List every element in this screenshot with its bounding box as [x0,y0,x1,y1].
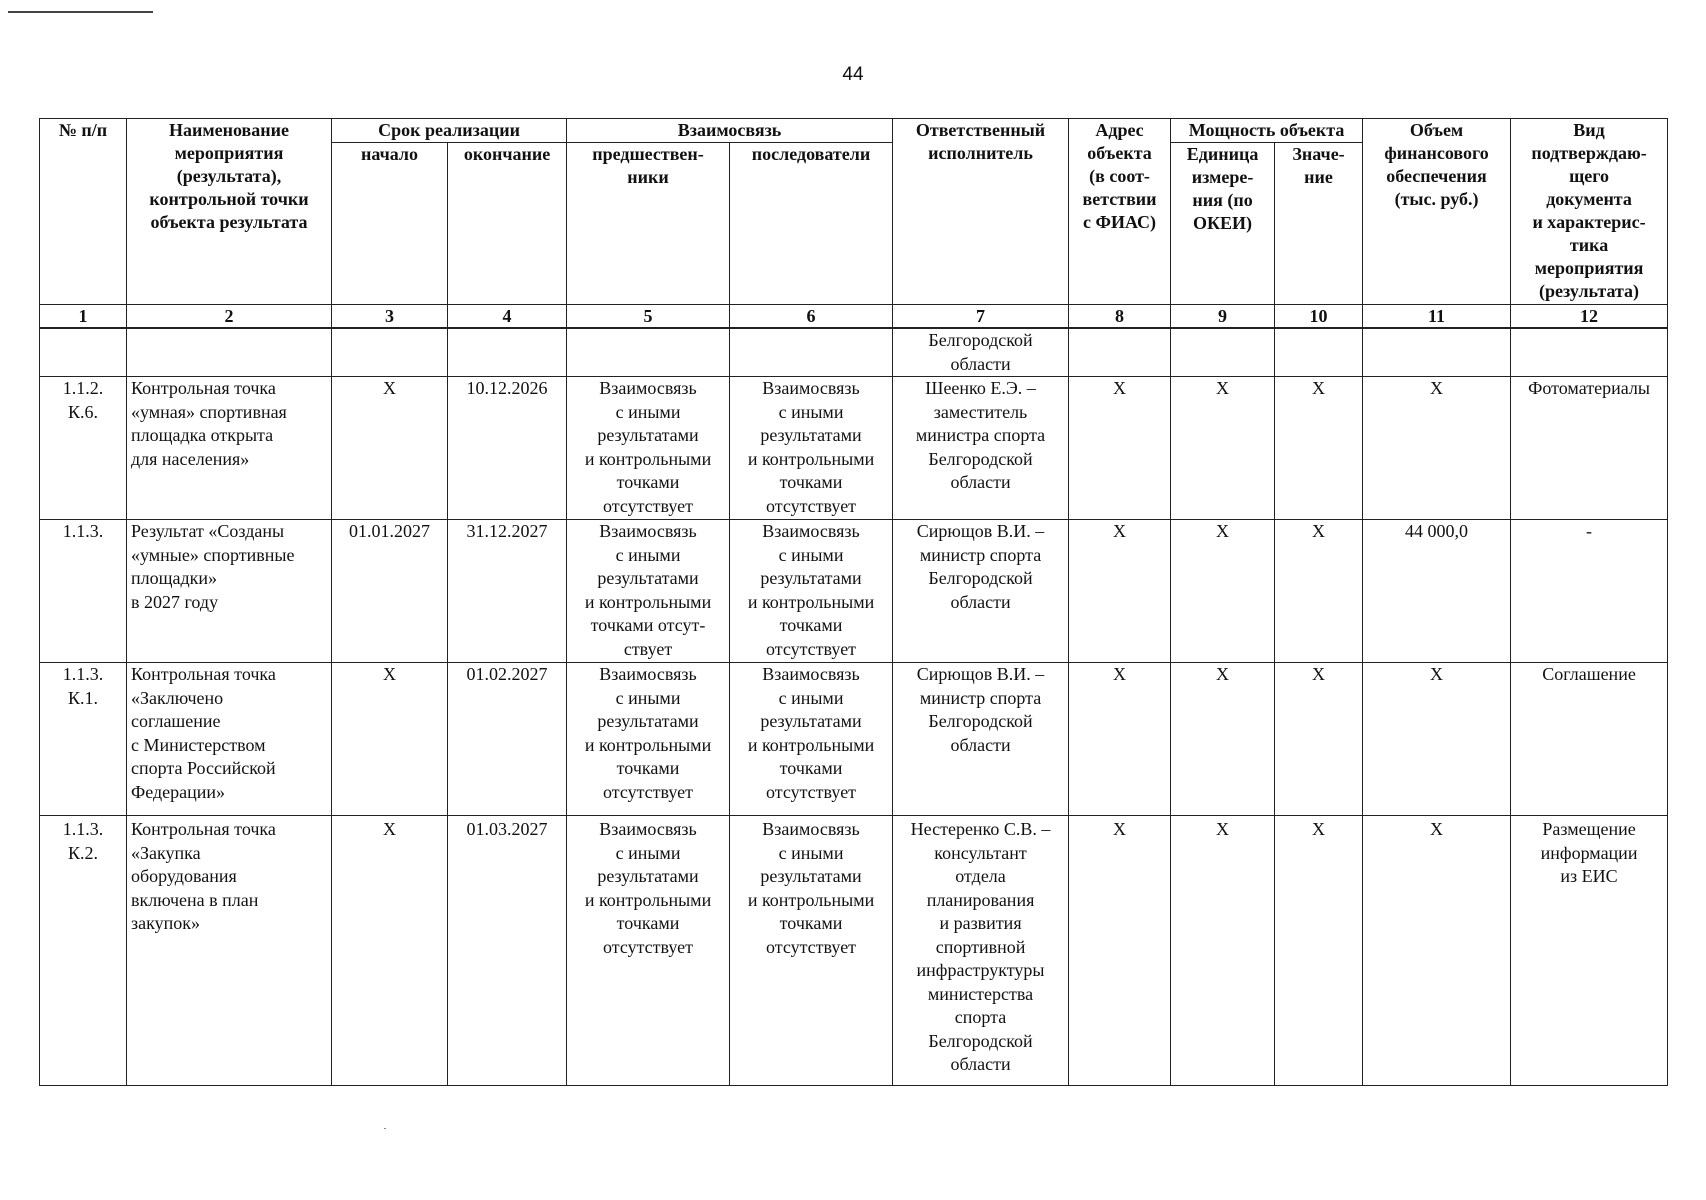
table-row [40,520,1668,663]
table-row [40,816,1668,1086]
cell-value: X [1275,816,1363,1086]
column-number: 4 [448,305,567,329]
top-rule [8,11,153,13]
cell-document: - [1511,520,1668,663]
cell-successors: Взаимосвязь с иными результатами и контрольными точками отсутствует [730,663,893,816]
cell-end: 10.12.2026 [448,377,567,520]
cell-num: 1.1.3. К.2. [40,816,127,1086]
header-address: Адрес объекта (в соот- ветствии с ФИАС) [1069,119,1171,305]
cell-successors: Взаимосвязь с иными результатами и контрольными точками отсутствует [730,816,893,1086]
column-number: 1 [40,305,127,329]
table-row [40,663,1668,816]
header-value: Значе- ние [1275,143,1363,305]
cell-predecessors: Взаимосвязь с иными результатами и контрольными точками отсутствует [567,377,730,520]
cell-end: 01.02.2027 [448,663,567,816]
page-number: 44 [842,64,864,85]
cell-responsible: Нестеренко С.В. – консультант отдела планирования и развития спортивной инфраструктуры министерства спорта Белгородской области [893,816,1069,1086]
cell-name: Контрольная точка «Закупка оборудования включена в план закупок» [127,816,332,1086]
header-responsible: Ответственный исполнитель [893,119,1069,305]
column-number: 10 [1275,305,1363,329]
header-group-term: Срок реализации [332,119,567,143]
cell-address: X [1069,520,1171,663]
cell-successors: Взаимосвязь с иными результатами и контрольными точками отсутствует [730,377,893,520]
column-number: 3 [332,305,448,329]
cell-address: X [1069,377,1171,520]
cell-document: Соглашение [1511,663,1668,816]
header-end: окончание [448,143,567,305]
cell-document: Фотоматериалы [1511,377,1668,520]
scan-speck [384,1128,386,1129]
cell-num: 1.1.3. К.1. [40,663,127,816]
column-number: 11 [1363,305,1511,329]
cell-unit: X [1171,520,1275,663]
plan-table [39,118,1668,1086]
cell-num: 1.1.2. К.6. [40,377,127,520]
header-group-relation: Взаимосвязь [567,119,893,143]
column-number-row [40,305,1668,329]
column-number: 7 [893,305,1069,329]
header-predecessors: предшествен- ники [567,143,730,305]
cell-finance: X [1363,663,1511,816]
header-successors: последователи [730,143,893,305]
cell-address: X [1069,663,1171,816]
cell-name: Контрольная точка «Заключено соглашение с Министерством спорта Российской Федерации» [127,663,332,816]
cell-unit: X [1171,663,1275,816]
cell-end: 01.03.2027 [448,816,567,1086]
cell-responsible: Сирющов В.И. – министр спорта Белгородской области [893,663,1069,816]
cell-finance: 44 000,0 [1363,520,1511,663]
cell-finance: X [1363,816,1511,1086]
cell-predecessors: Взаимосвязь с иными результатами и контрольными точками отсут- ствует [567,520,730,663]
column-number: 9 [1171,305,1275,329]
header-unit: Единица измере- ния (по ОКЕИ) [1171,143,1275,305]
cell-name: Результат «Созданы «умные» спортивные площадки» в 2027 году [127,520,332,663]
column-number: 5 [567,305,730,329]
column-number: 2 [127,305,332,329]
cell-responsible: Шеенко Е.Э. – заместитель министра спорта Белгородской области [893,377,1069,520]
header-name: Наименование мероприятия (результата), контрольной точки объекта результата [127,119,332,305]
cell-successors: Взаимосвязь с иными результатами и контрольными точками отсутствует [730,520,893,663]
cell-start: X [332,377,448,520]
cell-value: X [1275,520,1363,663]
cell-num: 1.1.3. [40,520,127,663]
cell-value: X [1275,377,1363,520]
cell-unit: X [1171,816,1275,1086]
cell-end: 31.12.2027 [448,520,567,663]
cell-unit: X [1171,377,1275,520]
header-finance: Объем финансового обеспечения (тыс. руб.) [1363,119,1511,305]
column-number: 6 [730,305,893,329]
column-number: 8 [1069,305,1171,329]
cell-value: X [1275,663,1363,816]
cell-document: Размещение информации из ЕИС [1511,816,1668,1086]
cell-start: X [332,816,448,1086]
table-body [40,328,1668,1086]
table-row-continuation [40,328,1668,377]
cell-predecessors: Взаимосвязь с иными результатами и контрольными точками отсутствует [567,816,730,1086]
cell-start: X [332,663,448,816]
header-document: Вид подтверждаю- щего документа и характерис- тика мероприятия (результата) [1511,119,1668,305]
table-header [40,119,1668,329]
cell-predecessors: Взаимосвязь с иными результатами и контрольными точками отсутствует [567,663,730,816]
table-row [40,377,1668,520]
cell-address: X [1069,816,1171,1086]
cell-responsible: Белгородской области [893,328,1069,377]
column-number: 12 [1511,305,1668,329]
header-start: начало [332,143,448,305]
cell-responsible: Сирющов В.И. – министр спорта Белгородской области [893,520,1069,663]
header-num: № п/п [40,119,127,305]
cell-start: 01.01.2027 [332,520,448,663]
header-group-capacity: Мощность объекта [1171,119,1363,143]
cell-finance: X [1363,377,1511,520]
cell-name: Контрольная точка «умная» спортивная площадка открыта для населения» [127,377,332,520]
